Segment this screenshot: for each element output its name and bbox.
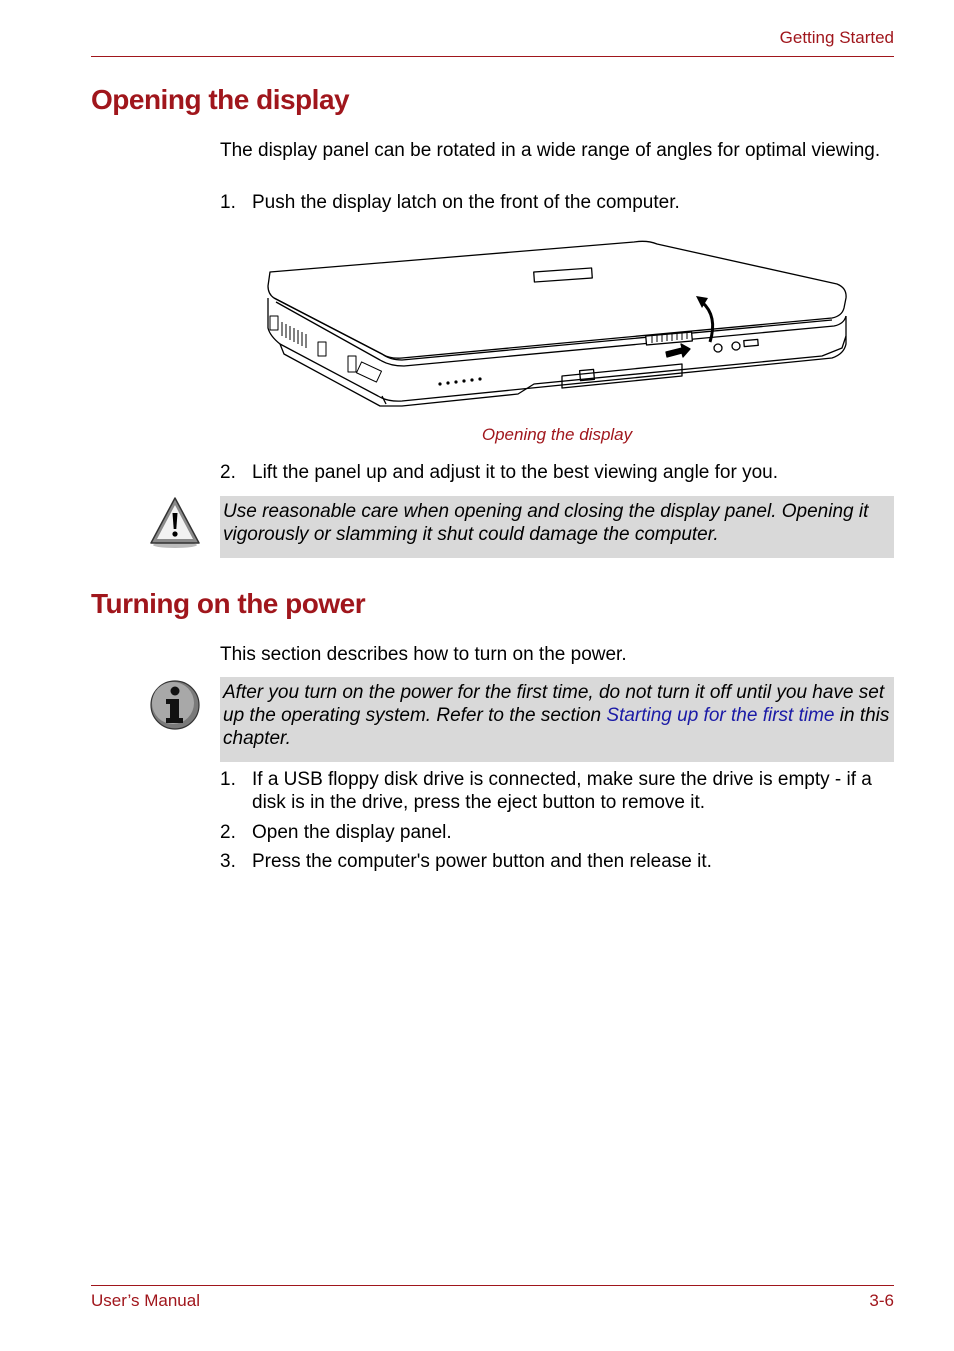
section2-step-2 (220, 821, 894, 844)
laptop-illustration (262, 236, 852, 414)
section-title-opening-display: Opening the display (91, 84, 350, 115)
section2-intro: This section describes how to turn on the power. (220, 644, 627, 665)
section-title-turning-on-power: Turning on the power (91, 588, 366, 619)
info-icon (149, 678, 201, 737)
step-number: 2. (220, 462, 236, 483)
step-text: Open the display panel. (252, 822, 452, 843)
section1-intro: The display panel can be rotated in a wide range of angles for optimal viewing. (220, 140, 881, 161)
caution-text: Use reasonable care when opening and closing the display panel. Opening it vigorously or slamming it shut could damage the computer. (223, 501, 869, 545)
header-rule (91, 56, 894, 57)
step-text: Press the computer's power button and then release it. (252, 851, 712, 872)
starting-up-link[interactable]: Starting up for the first time (606, 705, 835, 726)
warning-triangle-icon (149, 495, 201, 554)
step-number: 2. (220, 822, 236, 843)
laptop-opening-figure (262, 236, 852, 414)
step-number: 1. (220, 769, 236, 790)
figure-caption: Opening the display (481, 425, 633, 444)
step-number: 3. (220, 851, 236, 872)
section1-step-1 (220, 191, 894, 214)
info-note-text-after: in this chapter. (223, 705, 890, 749)
footer-manual-title: User’s Manual (91, 1291, 200, 1310)
step-text: If a USB floppy disk drive is connected, make sure the drive is empty - if a disk is in the drive, press the eject button to remove it. (252, 769, 872, 813)
section2-step-1 (220, 768, 894, 814)
running-header: Getting Started (779, 28, 894, 47)
section2-step-3 (220, 850, 894, 873)
section1-step-2 (220, 461, 894, 484)
info-note-text-before: After you turn on the power for the first time, do not turn it off until you have set up the operating system. Refer to the section (223, 682, 885, 726)
info-note (220, 677, 894, 762)
step-text: Push the display latch on the front of the computer. (252, 192, 680, 213)
step-number: 1. (220, 192, 236, 213)
step-text: Lift the panel up and adjust it to the best viewing angle for you. (252, 462, 779, 483)
page-number: 3-6 (869, 1291, 894, 1310)
caution-note (220, 496, 894, 558)
footer-rule (91, 1285, 894, 1286)
